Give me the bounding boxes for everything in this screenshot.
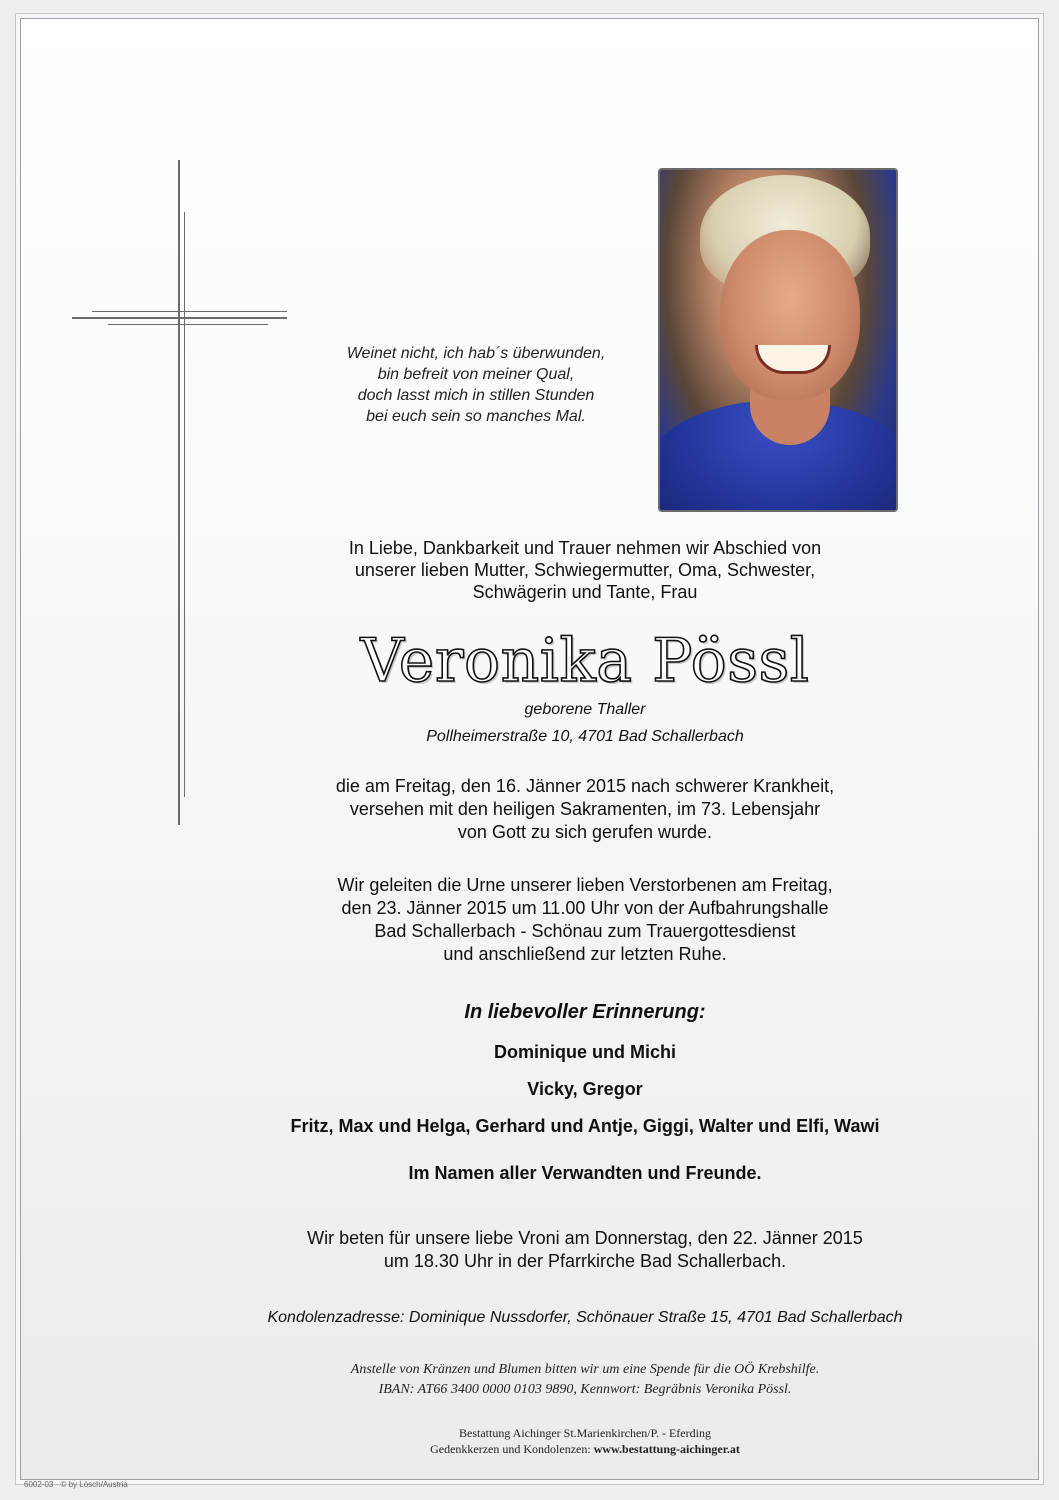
- poem-line: doch lasst mich in stillen Stunden: [357, 387, 595, 404]
- mourner-line: Vicky, Gregor: [527, 1079, 643, 1099]
- prayer-notice: Wir beten für unsere liebe Vroni am Donnerstag, den 22. Jänner 2015 um 18.30 Uhr in der Pfarrkirche Bad Schallerbach.: [307, 1228, 863, 1271]
- footer-code: 6002-03 · © by Lösch/Austria: [24, 1480, 128, 1489]
- website-link[interactable]: www.bestattung-aichinger.at: [593, 1442, 740, 1456]
- poem-line: Weinet nicht, ich hab´s überwunden,: [346, 345, 606, 362]
- memory-heading: In liebevoller Erinnerung:: [464, 1001, 706, 1023]
- deceased-name: Veronika Pössl: [360, 626, 810, 696]
- poem: [300, 343, 652, 427]
- deceased-address: Pollheimerstraße 10, 4701 Bad Schallerbach: [426, 728, 744, 745]
- mourner-line: Fritz, Max und Helga, Gerhard und Antje, Giggi, Walter und Elfi, Wawi: [290, 1116, 880, 1136]
- death-notice: die am Freitag, den 16. Jänner 2015 nach schwerer Krankheit, versehen mit den heiligen Sakramenten, im 73. Lebensjahr von Gott zu sich gerufen wurde.: [335, 776, 835, 842]
- poem-line: bin befreit von meiner Qual,: [377, 366, 575, 383]
- funeral-home: Bestattung Aichinger St.Marienkirchen/P. - Eferding Gedenkkerzen und Kondolenzen: www.bestattung-aichinger.at: [430, 1426, 740, 1456]
- condolence-address: Kondolenzadresse: Dominique Nussdorfer, Schönauer Straße 15, 4701 Bad Schallerbach: [267, 1309, 903, 1326]
- maiden-name: geborene Thaller: [524, 701, 646, 718]
- donation-notice: Anstelle von Kränzen und Blumen bitten wir um eine Spende für die OÖ Krebshilfe. IBAN: AT66 3400 0000 0103 9890, Kennwort: Begräbnis Veronika Pössl.: [350, 1362, 820, 1397]
- poem-line: bei euch sein so manches Mal.: [366, 408, 586, 425]
- portrait-photo: [658, 168, 898, 512]
- intro-text: In Liebe, Dankbarkeit und Trauer nehmen wir Abschied von unserer lieben Mutter, Schwiegermutter, Oma, Schwester, Schwägerin und Tante, Frau: [348, 538, 822, 602]
- relatives-line: Im Namen aller Verwandten und Freunde.: [408, 1163, 762, 1183]
- funeral-notice: Wir geleiten die Urne unserer lieben Verstorbenen am Freitag, den 23. Jänner 2015 um 11.00 Uhr von der Aufbahrungshalle Bad Schallerbach - Schönau zum Trauergottesdienst und anschließend zur letzten Ruhe.: [337, 875, 833, 964]
- mourner-line: Dominique und Michi: [494, 1042, 676, 1062]
